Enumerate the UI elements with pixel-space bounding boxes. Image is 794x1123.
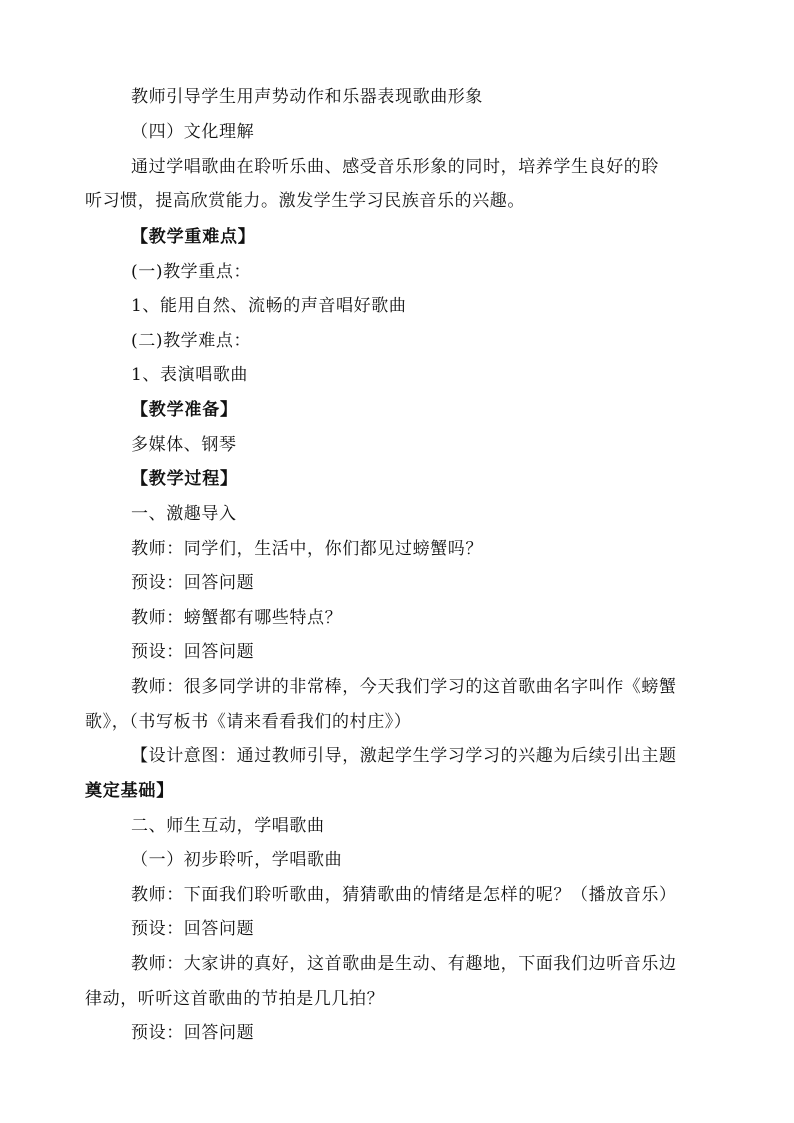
dialogue-line-preset-4: 预设：回答问题 <box>131 1023 255 1043</box>
section-heading-interaction: 二、师生互动，学唱歌曲 <box>131 816 325 836</box>
subheading-key-points: (一)教学重点： <box>131 262 252 282</box>
section-heading-introduction: 一、激趣导入 <box>131 504 237 524</box>
dialogue-line-teacher-2: 教师：螃蟹都有哪些特点？ <box>131 608 343 628</box>
paragraph-line-1: 教师引导学生用声势动作和乐器表现歌曲形象 <box>131 87 483 107</box>
heading-teaching-process: 【教学过程】 <box>131 469 238 489</box>
dialogue-line-teacher-5-continued: 律动，听听这首歌曲的节拍是几几拍？ <box>85 989 385 1009</box>
preparation-items: 多媒体、钢琴 <box>131 435 237 455</box>
dialogue-line-preset-3: 预设：回答问题 <box>131 919 255 939</box>
paragraph-line-3: 通过学唱歌曲在聆听乐曲、感受音乐形象的同时，培养学生良好的聆 <box>131 157 659 177</box>
list-item-difficult-point-1: 1、表演唱歌曲 <box>131 365 249 385</box>
list-item-key-point-1: 1、能用自然、流畅的声音唱好歌曲 <box>131 296 407 316</box>
dialogue-line-teacher-5: 教师：大家讲的真好，这首歌曲是生动、有趣地，下面我们边听音乐边 <box>131 954 677 974</box>
section-heading-cultural-understanding: （四）文化理解 <box>131 122 255 142</box>
design-intent-line-2: 奠定基础】 <box>85 781 174 801</box>
dialogue-line-teacher-3-continued: 歌》，（书写板书《请来看看我们的村庄》） <box>85 712 412 732</box>
dialogue-line-preset-2: 预设：回答问题 <box>131 642 255 662</box>
subheading-initial-listening: （一）初步聆听，学唱歌曲 <box>131 850 343 870</box>
dialogue-line-preset-1: 预设：回答问题 <box>131 573 255 593</box>
heading-key-difficult-points: 【教学重难点】 <box>131 227 256 247</box>
dialogue-line-teacher-1: 教师：同学们，生活中，你们都见过螃蟹吗？ <box>131 539 483 559</box>
heading-teaching-preparation: 【教学准备】 <box>131 400 238 420</box>
paragraph-line-4: 听习惯，提高欣赏能力。激发学生学习民族音乐的兴趣。 <box>85 191 525 211</box>
dialogue-line-teacher-4: 教师：下面我们聆听歌曲，猜猜歌曲的情绪是怎样的呢？（播放音乐） <box>131 885 677 905</box>
design-intent-line-1: 【设计意图：通过教师引导，激起学生学习学习的兴趣为后续引出主题 <box>131 746 677 766</box>
subheading-difficult-points: (二)教学难点： <box>131 331 252 351</box>
dialogue-line-teacher-3: 教师：很多同学讲的非常棒，今天我们学习的这首歌曲名字叫作《螃蟹 <box>131 677 677 697</box>
